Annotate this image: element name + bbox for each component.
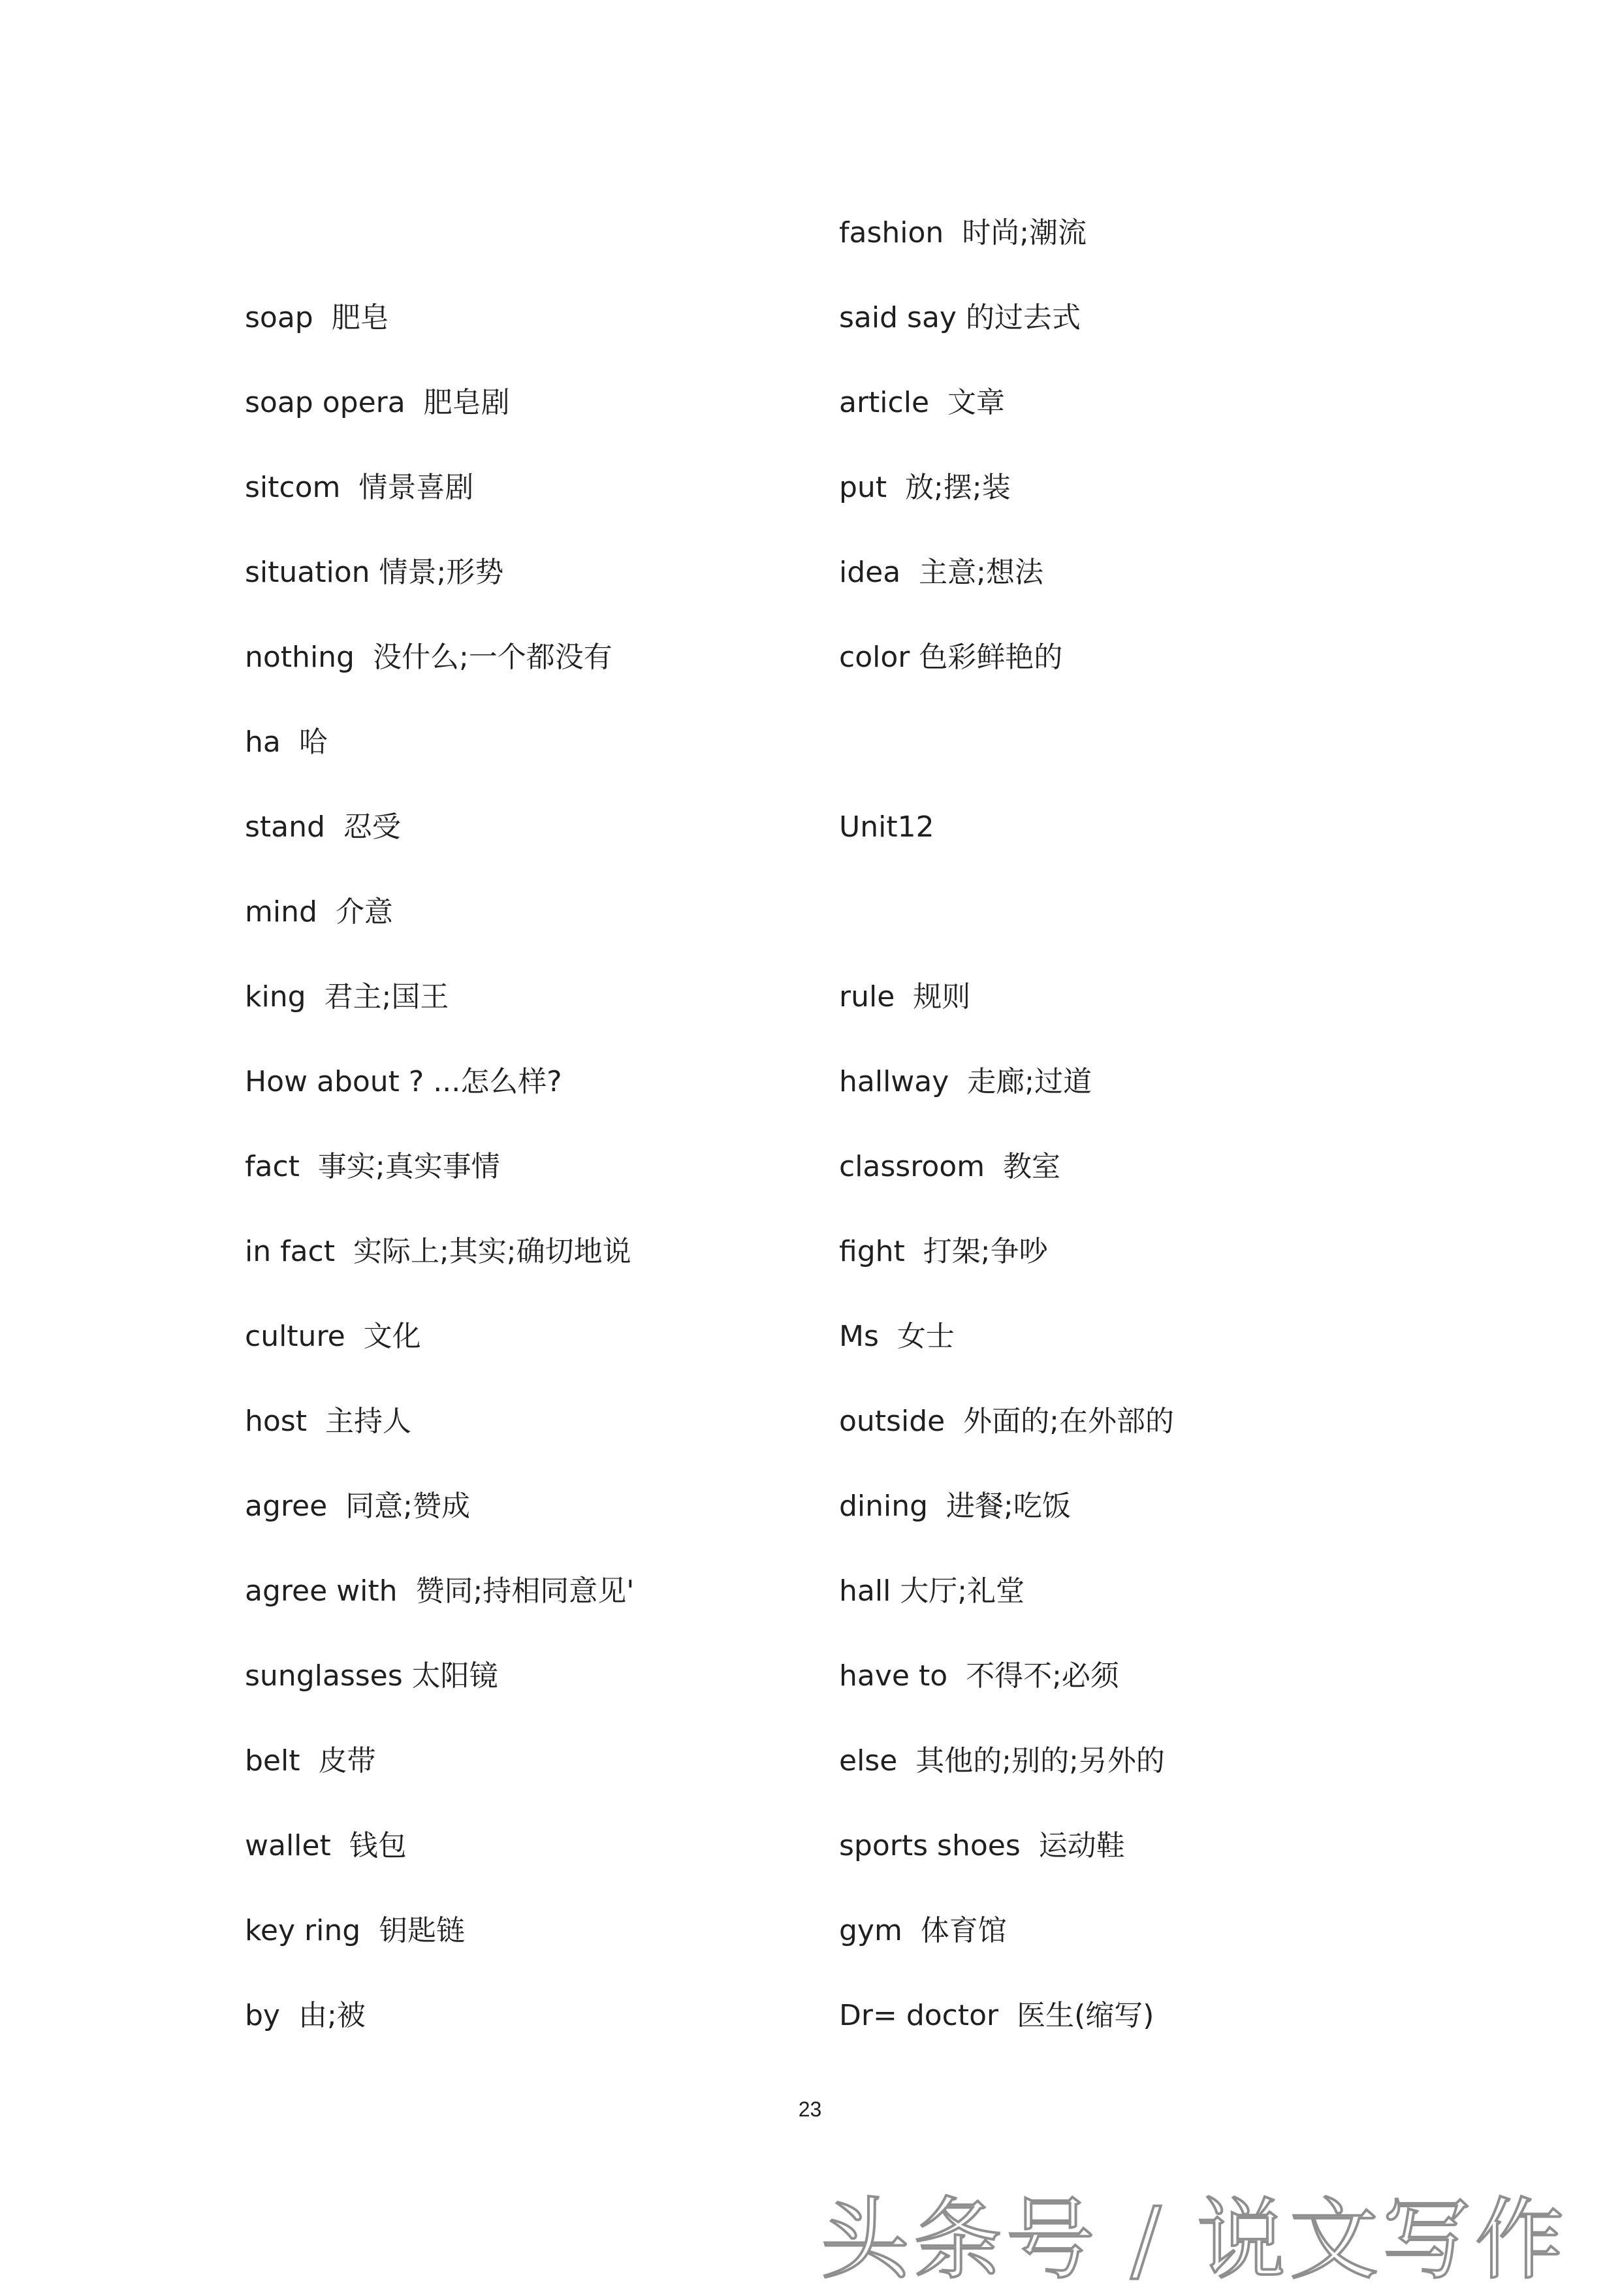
vocabulary-entry: else 其他的;别的;另外的 [839,1744,1165,1778]
vocabulary-entry: Unit12 [839,810,934,844]
vocabulary-entry: in fact 实际上;其实;确切地说 [245,1235,631,1268]
vocabulary-entry: nothing 没什么;一个都没有 [245,641,612,674]
vocabulary-entry: article 文章 [839,386,1005,419]
vocabulary-entry: classroom 教室 [839,1150,1061,1183]
vocabulary-entry: idea 主意;想法 [839,556,1043,589]
vocabulary-entry: hallway 走廊;过道 [839,1065,1092,1098]
vocabulary-entry: said say 的过去式 [839,301,1081,334]
vocabulary-column-right [839,212,1427,2080]
vocabulary-entry [839,891,1427,976]
vocabulary-entry: belt 皮带 [245,1744,376,1778]
vocabulary-entry: have to 不得不;必须 [839,1659,1119,1693]
vocabulary-entry: king 君主;国王 [245,980,449,1013]
vocabulary-entry: sitcom 情景喜剧 [245,471,474,504]
page-number: 23 [798,2097,822,2121]
vocabulary-entry: gym 体育馆 [839,1914,1007,1947]
vocabulary-entry: culture 文化 [245,1320,421,1353]
vocabulary-entry: fight 打架;争吵 [839,1235,1048,1268]
vocabulary-entry: rule 规则 [839,980,971,1013]
vocabulary-entry: soap opera 肥皂剧 [245,386,510,419]
vocabulary-entry: sunglasses 太阳镜 [245,1659,498,1693]
vocabulary-entry [839,722,1427,806]
vocabulary-entry: hall 大厅;礼堂 [839,1574,1025,1608]
vocabulary-entry: Dr= doctor 医生(缩写) [839,1999,1154,2032]
watermark-text: 头条号 / 说文写作 [820,2189,1568,2292]
vocabulary-entry [245,212,833,297]
vocabulary-entry: How about ? ...怎么样? [245,1065,562,1098]
vocabulary-entry: Ms 女士 [839,1320,955,1353]
vocabulary-entry: outside 外面的;在外部的 [839,1405,1175,1438]
vocabulary-entry: sports shoes 运动鞋 [839,1829,1125,1862]
vocabulary-entry: agree with 赞同;持相同意见' [245,1574,635,1608]
vocabulary-entry: fashion 时尚;潮流 [839,216,1087,249]
vocabulary-entry: soap 肥皂 [245,301,389,334]
vocabulary-entry: host 主持人 [245,1405,411,1438]
vocabulary-entry: by 由;被 [245,1999,366,2032]
vocabulary-entry: mind 介意 [245,895,393,929]
vocabulary-entry: agree 同意;赞成 [245,1490,470,1523]
vocabulary-entry: dining 进餐;吃饭 [839,1490,1071,1523]
vocabulary-entry: stand 忍受 [245,810,401,844]
vocabulary-entry: put 放;摆;装 [839,471,1011,504]
vocabulary-entry: situation 情景;形势 [245,556,504,589]
vocabulary-entry: ha 哈 [245,725,328,759]
vocabulary-entry: color 色彩鲜艳的 [839,641,1063,674]
vocabulary-entry: fact 事实;真实事情 [245,1150,500,1183]
vocabulary-entry: wallet 钱包 [245,1829,407,1862]
vocabulary-entry: key ring 钥匙链 [245,1914,466,1947]
vocabulary-column-left [245,212,833,2080]
